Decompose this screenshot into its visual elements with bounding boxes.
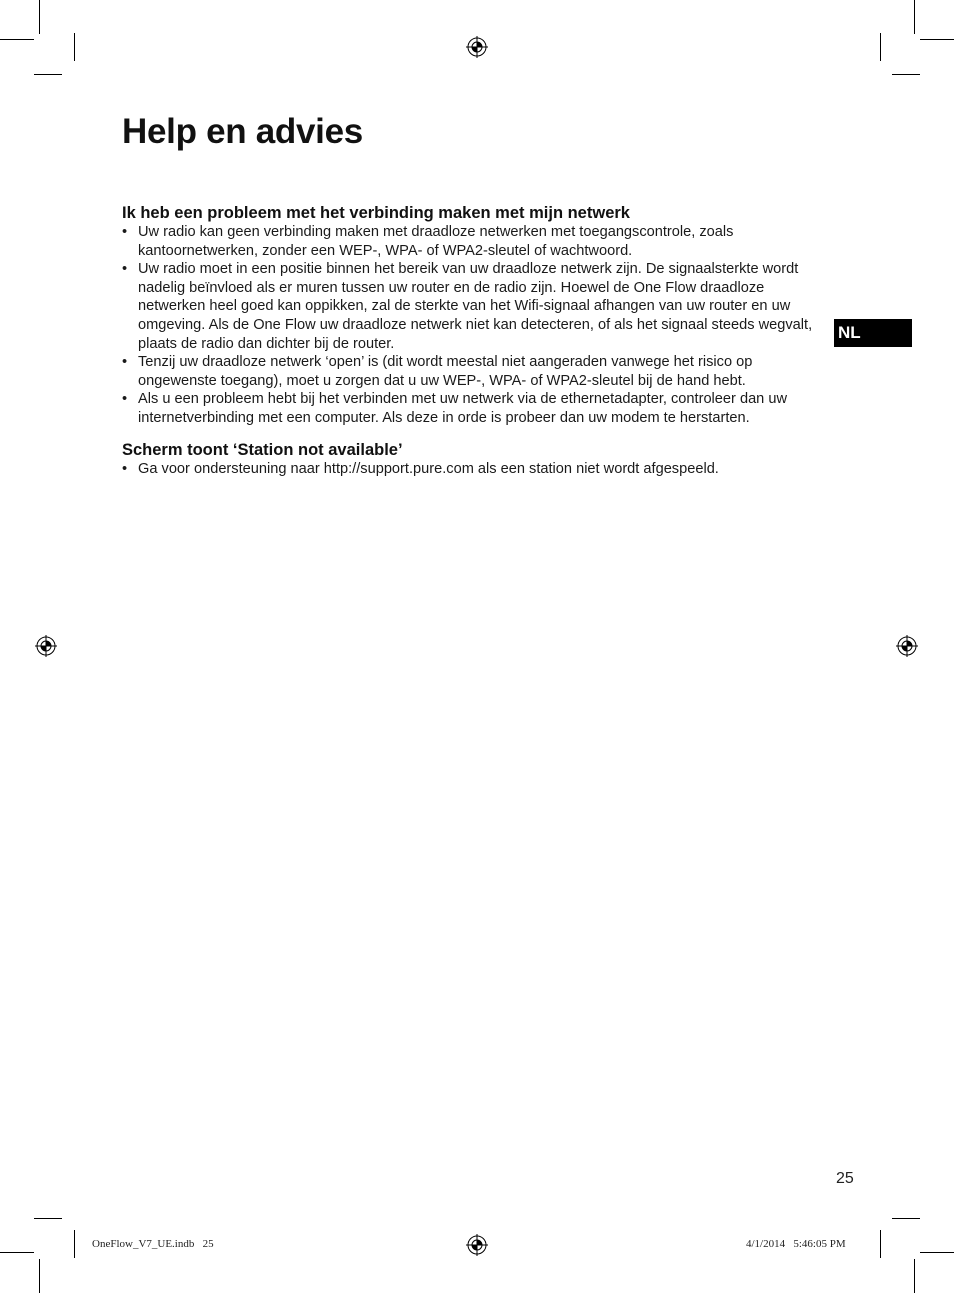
list-item: • Ga voor ondersteuning naar http://support.pure.com als een station niet wordt afgespeeld.	[122, 460, 827, 479]
list-item: • Als u een probleem hebt bij het verbinden met uw netwerk via de ethernetadapter, controleer dan uw internetverbinding met een computer. Als deze in orde is probeer dan uw modem te herstarten.	[122, 390, 827, 427]
footer-timestamp: 4/1/2014 5:46:05 PM	[746, 1238, 846, 1250]
footer-file-name: OneFlow_V7_UE.indb 25	[92, 1238, 214, 1250]
page-title: Help en advies	[122, 112, 363, 151]
bullet-list	[122, 223, 827, 428]
language-tab: NL	[834, 319, 912, 347]
bullet-list	[122, 460, 827, 479]
list-item: • Uw radio kan geen verbinding maken met draadloze netwerken met toegangscontrole, zoals kantoornetwerken, zonder een WEP-, WPA- of WPA2-sleutel of wachtwoord.	[122, 223, 827, 260]
section-heading: Ik heb een probleem met het verbinding maken met mijn netwerk	[122, 204, 630, 222]
registration-mark-icon	[466, 1234, 488, 1256]
registration-mark-icon	[896, 635, 918, 657]
list-item: • Uw radio moet in een positie binnen het bereik van uw draadloze netwerk zijn. De signaalsterkte wordt nadelig beïnvloed als er muren tussen uw router en de radio zijn. Hoewel de One Flow draadloze netwerken heel goed kan oppikken, zal de sterkte van het Wifi-signaal afhangen van uw router en uw omgeving. Als de One Flow uw draadloze netwerk niet kan detecteren, of als het signaal steeds wegvalt, plaats de radio dan dichter bij de router.	[122, 260, 827, 353]
content	[122, 203, 827, 478]
registration-mark-icon	[466, 36, 488, 58]
page-number: 25	[836, 1170, 854, 1187]
list-item: • Tenzij uw draadloze netwerk ‘open’ is (dit wordt meestal niet aangeraden vanwege het risico op ongewenste toegang), moet u zorgen dat u uw WEP-, WPA- of WPA2-sleutel bij de hand hebt.	[122, 353, 827, 390]
section-heading: Scherm toont ‘Station not available’	[122, 440, 403, 459]
registration-mark-icon	[35, 635, 57, 657]
